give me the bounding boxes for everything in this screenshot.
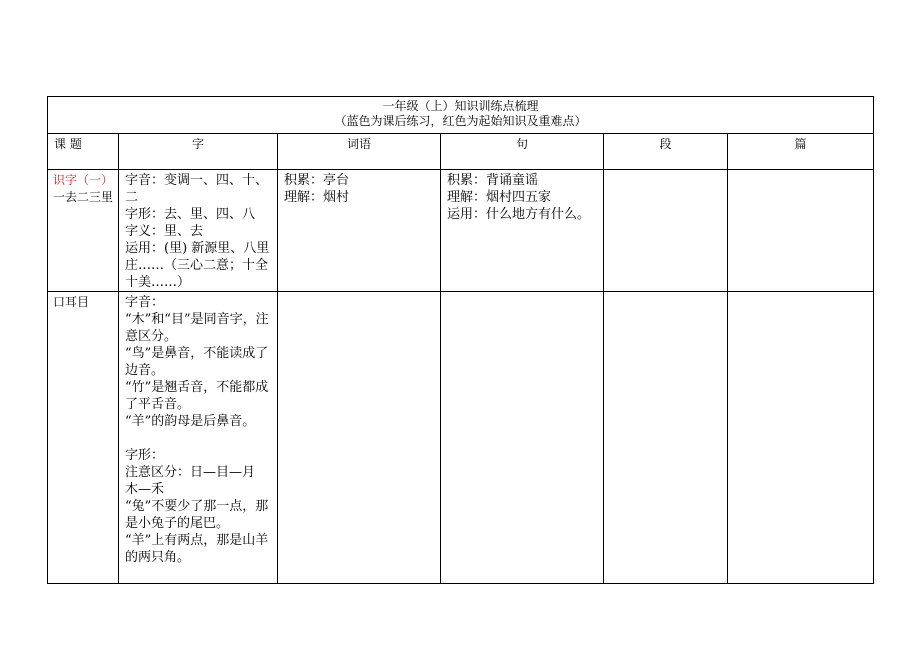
col-header-zi: 字 <box>119 134 278 170</box>
ciyu-cell <box>278 170 441 292</box>
ju-text <box>441 292 603 294</box>
ju-cell <box>441 292 604 584</box>
col-header-ju: 句 <box>441 134 604 170</box>
table-title: 一年级（上）知识训练点梳理 <box>382 99 539 113</box>
header-row <box>48 134 874 170</box>
ciyu-text <box>278 292 440 294</box>
zi-text: 字音： “木”和“目”是同音字，注意区分。 “鸟”是鼻音，不能读成了边音。 “竹”是翘舌音，不能都成了平舌音。 “羊”的韵母是后鼻音。 字形： 注意区分：日—目—月 木—禾 “兔”不要少了那一点，那是小兔子的尾巴。 “羊”上有两点，那是山羊的两只角。 <box>125 295 269 565</box>
table-subtitle: （蓝色为课后练习，红色为起始知识及重难点） <box>334 114 587 128</box>
zi-cell <box>119 292 278 584</box>
lesson-highlight: 识字（一） <box>53 173 114 187</box>
pian-text <box>728 170 873 172</box>
col-header-lesson: 课 题 <box>48 134 119 170</box>
pian-text <box>728 292 873 294</box>
ciyu-text: 积累：亭台 理解：烟村 <box>284 173 350 205</box>
lesson-cell <box>48 292 119 584</box>
duan-text <box>604 170 727 172</box>
ciyu-cell <box>278 292 441 584</box>
lesson-name: 口耳目 <box>53 295 90 309</box>
zi-cell <box>119 170 278 292</box>
table-title-cell <box>48 97 874 134</box>
table-row <box>48 292 874 584</box>
lesson-cell <box>48 170 119 292</box>
lesson-name: 一去二三里 <box>53 190 114 204</box>
duan-text <box>604 292 727 294</box>
col-header-pian: 篇 <box>728 134 874 170</box>
pian-cell <box>728 170 874 292</box>
duan-cell <box>604 170 728 292</box>
duan-cell <box>604 292 728 584</box>
ju-text: 积累：背诵童谣 理解：烟村四五家 运用：什么地方有什么。 <box>447 173 591 222</box>
table-row <box>48 170 874 292</box>
col-header-ciyu: 词语 <box>278 134 441 170</box>
knowledge-table <box>47 96 874 584</box>
zi-text: 字音：变调一、四、十、二 字形：去、里、四、八 字义：里、去 运用：(里) 新源里、八里庄……（三心二意；十全十美……） <box>125 173 270 290</box>
col-header-duan: 段 <box>604 134 728 170</box>
ju-cell <box>441 170 604 292</box>
pian-cell <box>728 292 874 584</box>
